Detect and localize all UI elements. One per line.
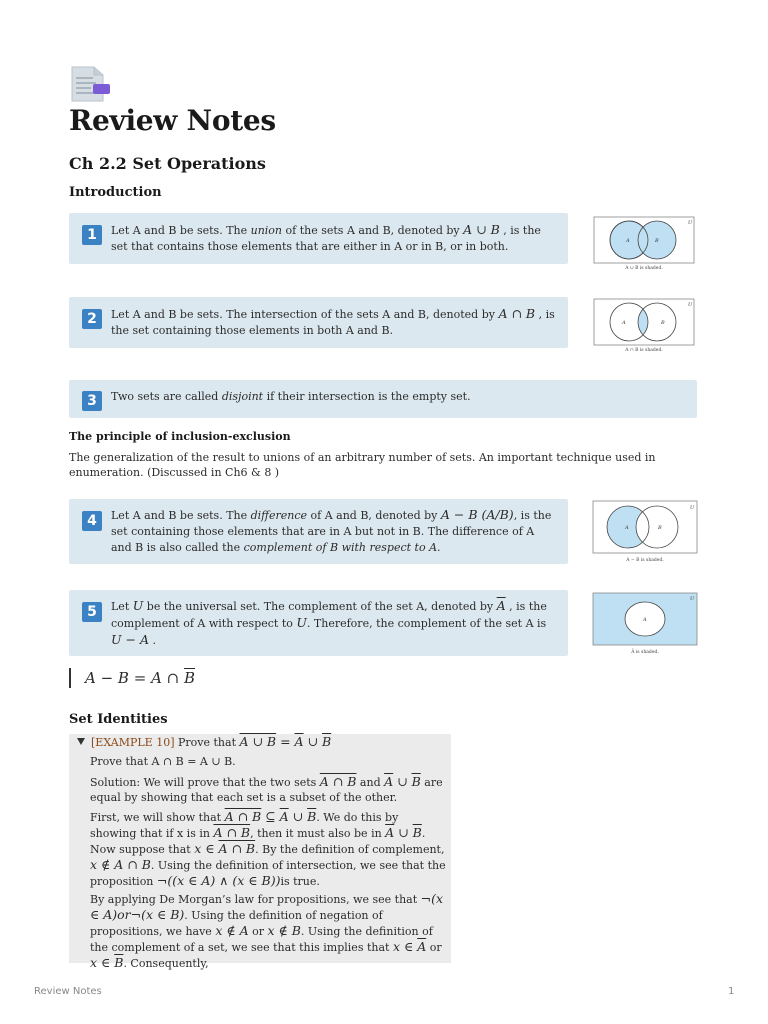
callout-number: 1 bbox=[82, 225, 102, 245]
callout-number: 3 bbox=[82, 391, 102, 411]
venn-label-u: U bbox=[690, 596, 695, 602]
venn-label-a: A bbox=[626, 238, 630, 244]
venn-label-a: A bbox=[625, 525, 629, 531]
example-paragraph: First, we will show that A ∩ B ⊆ $\overline{A}$ ∪ $\overline{B}$. We do this by showing that if x is in A ∩ B, then it must also be in $\overline{A}$ ∪ $\overline{B}$. Now suppose that x ∈ A ∩ B. By the definition of complement, x ∉ A ∩ B. Using the definition of intersection, we see that the proposition ¬((x ∈ A) ∧ (x ∈ B))is true. bbox=[90, 809, 446, 888]
page-number: 1 bbox=[728, 986, 735, 997]
example-toggle-block bbox=[69, 734, 451, 970]
example-toggle-header[interactable]: [EXAMPLE 10] Prove that A ∪ $B = \overline{A}$ ∪ $\overline{B}$ bbox=[77, 734, 331, 751]
venn-label-b: B bbox=[661, 320, 665, 326]
example-paragraph: Prove that A ∩ B = A ∪ B. bbox=[90, 755, 236, 768]
toggle-triangle-icon[interactable] bbox=[77, 738, 85, 745]
section-set-identities: Set Identities bbox=[69, 712, 168, 727]
callout-text: Let A and B be sets. The union of the sets A and B, denoted by A ∪ B , is the set that contains those elements that are either in A or in B, or in both. bbox=[111, 222, 541, 253]
venn-caption: Ā is shaded. bbox=[631, 650, 659, 655]
callout-number: 5 bbox=[82, 602, 102, 622]
callout-difference bbox=[69, 499, 568, 564]
callout-number: 4 bbox=[82, 511, 102, 531]
example-paragraph: Solution: We will prove that the two sets A ∩ B and $\overline{A}$ ∪ $\overline{B}$ are equal by showing that each set is a subset of the other. bbox=[90, 774, 443, 804]
example-paragraph: By applying De Morgan’s law for propositions, we see that ¬(x ∈ A)or¬(x ∈ B). Using the definition of negation of propositions, we have x ∉ A or x ∉ B. Using the definition of the complement of a set, we see that this implies that x ∈ $\overline{A}$ or x ∈ $\overline{B}$. Consequently, bbox=[90, 891, 444, 970]
callout-text: Two sets are called disjoint if their intersection is the empty set. bbox=[111, 390, 471, 403]
chapter-heading: Ch 2.2 Set Operations bbox=[69, 154, 266, 173]
venn-union-diagram bbox=[593, 216, 695, 272]
venn-label-u: U bbox=[688, 220, 693, 226]
callout-number: 2 bbox=[82, 309, 102, 329]
formula-quote: A − B = A ∩ $\overline{B}$ bbox=[69, 668, 195, 688]
callout-text: Let A and B be sets. The intersection of the sets A and B, denoted by A ∩ B , is the set containing those elements in both A and B. bbox=[111, 306, 555, 337]
venn-label-b: B bbox=[655, 238, 659, 244]
footer-title: Review Notes bbox=[34, 986, 102, 997]
callout-intersection bbox=[69, 297, 568, 348]
callout-text: Let A and B be sets. The difference of A and B, denoted by A − B (A/B), is the set containing those elements that are in A but not in B. The difference of A and B is also called the complement of B with respect to A. bbox=[111, 507, 552, 554]
callout-union bbox=[69, 213, 568, 264]
venn-caption: A ∩ B is shaded. bbox=[625, 348, 663, 353]
inclusion-exclusion-text: The generalization of the result to unions of an arbitrary number of sets. An important technique used in enumeration. (Discussed in Ch6 & 8 ) bbox=[69, 451, 656, 479]
section-inclusion-exclusion: The principle of inclusion-exclusion bbox=[69, 430, 291, 443]
document-icon bbox=[69, 65, 111, 103]
venn-label-u: U bbox=[690, 505, 695, 511]
venn-caption: A ∪ B is shaded. bbox=[625, 266, 663, 271]
venn-intersection-diagram bbox=[593, 298, 695, 354]
venn-label-b: B bbox=[658, 525, 662, 531]
callout-disjoint bbox=[69, 380, 697, 418]
venn-label-a: A bbox=[643, 617, 647, 623]
venn-difference-diagram bbox=[592, 500, 698, 564]
venn-caption: A − B is shaded. bbox=[626, 558, 664, 563]
venn-complement-diagram bbox=[592, 592, 698, 656]
section-introduction: Introduction bbox=[69, 185, 162, 200]
callout-text: Let U be the universal set. The complement of the set A, denoted by $\overline{A}$ , is the complement of A with respect to U. Therefore, the complement of the set A is U − A . bbox=[111, 598, 547, 647]
page-title: Review Notes bbox=[69, 104, 276, 137]
venn-label-a: A bbox=[622, 320, 626, 326]
venn-label-u: U bbox=[688, 302, 693, 308]
callout-complement bbox=[69, 590, 568, 656]
